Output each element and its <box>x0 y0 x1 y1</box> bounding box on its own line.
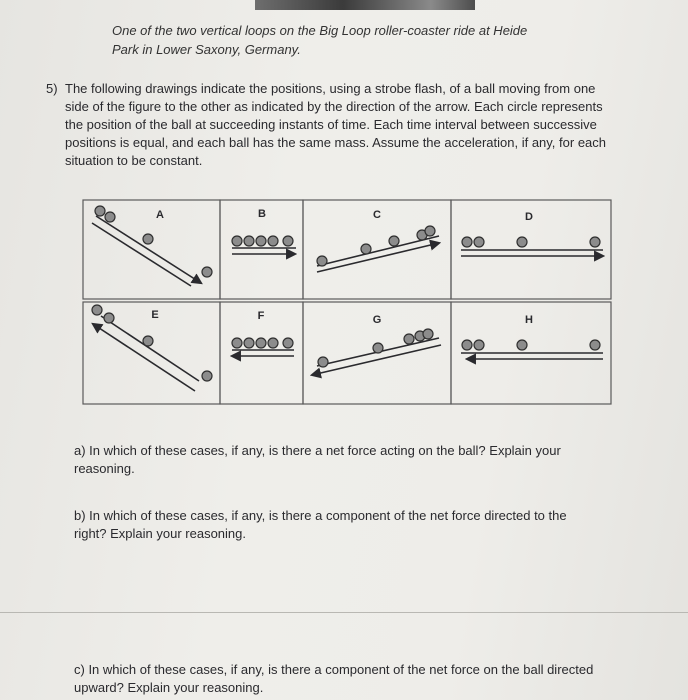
track-a <box>92 223 191 286</box>
photo-caption <box>112 21 582 59</box>
balls-b <box>232 236 293 246</box>
track-c <box>317 236 439 266</box>
question-5-line-1: The following drawings indicate the positions, using a strobe flash, of a ball moving from one <box>65 81 596 96</box>
page-divider <box>0 612 688 613</box>
balls-c <box>317 226 435 266</box>
label-e: E <box>151 309 159 321</box>
label-b: B <box>258 208 266 220</box>
question-5 <box>46 80 666 170</box>
panel-frames <box>83 200 611 404</box>
label-d: D <box>525 211 533 223</box>
caption-line-1: One of the two vertical loops on the Big Loop roller-coaster ride at Heide <box>112 23 528 38</box>
balls-a <box>95 206 212 277</box>
part-c-question <box>74 661 664 697</box>
question-5-line-3: the position of the ball at succeeding instants of time. Each time interval between successive <box>65 117 597 132</box>
part-c-line-1: c) In which of these cases, if any, is there a component of the net force on the ball directed <box>74 662 594 677</box>
label-g: G <box>372 314 382 326</box>
part-a-line-2: reasoning. <box>74 461 135 476</box>
balls-f <box>232 338 293 348</box>
roller-coaster-photo-edge <box>255 0 475 10</box>
part-c-line-2: upward? Explain your reasoning. <box>74 680 264 695</box>
track-e <box>101 316 199 381</box>
strobe-diagram-grid <box>81 198 613 408</box>
question-5-line-4: positions is equal, and each ball has the same mass. Assume the acceleration, if any, for each <box>65 135 607 150</box>
question-5-line-2: side of the figure to the other as indicated by the direction of the arrow. Each circle represents <box>65 99 603 114</box>
arrow-e <box>93 324 195 391</box>
arrow-a <box>96 216 201 283</box>
balls-h <box>462 340 600 350</box>
balls-d <box>462 237 600 247</box>
label-c: C <box>373 209 381 221</box>
label-a: A <box>156 209 164 221</box>
label-h: H <box>525 314 533 326</box>
part-b-line-2: right? Explain your reasoning. <box>74 526 246 541</box>
arrow-c <box>317 243 439 272</box>
question-number: 5) <box>46 81 58 96</box>
part-a-question <box>74 442 664 478</box>
question-5-line-5: situation to be constant. <box>65 153 203 168</box>
part-b-question <box>74 507 664 543</box>
question-5-text <box>65 80 666 170</box>
part-a-line-1: a) In which of these cases, if any, is there a net force acting on the ball? Explain your <box>74 443 561 458</box>
label-f: F <box>257 310 265 322</box>
part-b-line-1: b) In which of these cases, if any, is there a component of the net force directed to the <box>74 508 567 523</box>
caption-line-2: Park in Lower Saxony, Germany. <box>112 42 301 57</box>
